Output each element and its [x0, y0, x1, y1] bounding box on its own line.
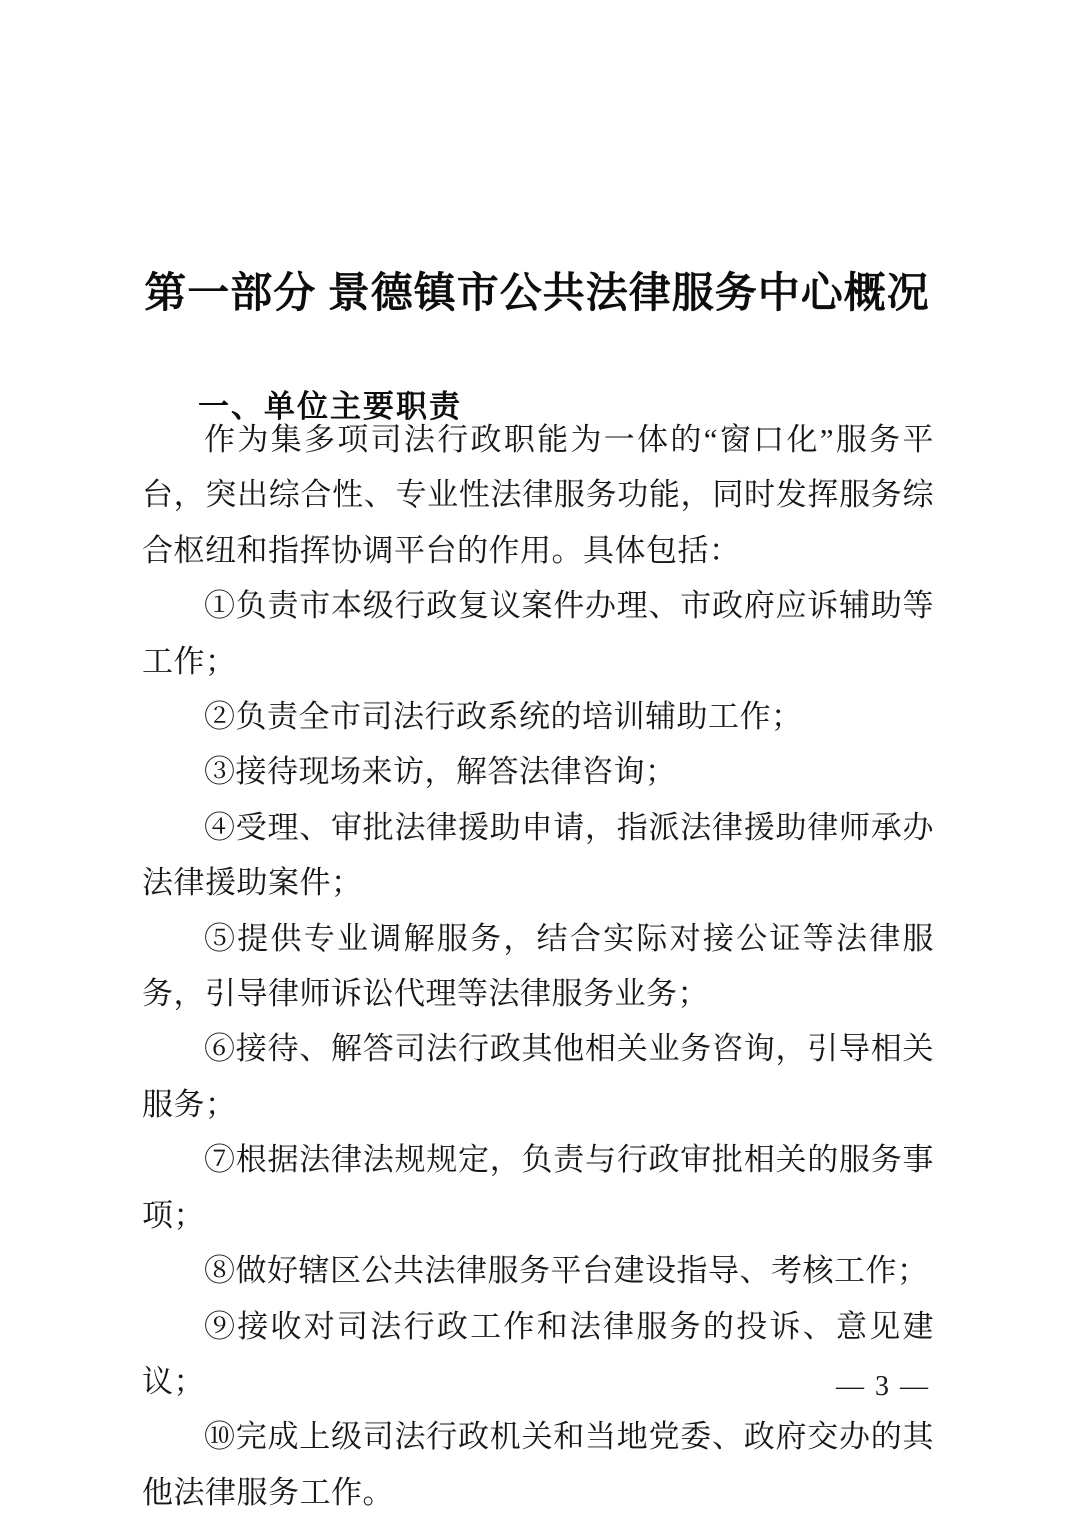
duty-item-1: ①负责市本级行政复议案件办理、市政府应诉辅助等工作；: [142, 588, 934, 679]
duty-item-8: ⑧做好辖区公共法律服务平台建设指导、考核工作；: [204, 1253, 929, 1289]
intro-paragraph: 作为集多项司法行政职能为一体的“窗口化”服务平台，突出综合性、专业性法律服务功能，同时发挥服务综合枢纽和指挥协调平台的作用。具体包括：: [142, 422, 934, 568]
duty-item-7: ⑦根据法律法规规定，负责与行政审批相关的服务事项；: [142, 1142, 934, 1233]
duty-item-5: ⑤提供专业调解服务，结合实际对接公证等法律服务，引导律师诉讼代理等法律服务业务；: [142, 920, 934, 1012]
section-heading: 一、单位主要职责: [198, 388, 462, 424]
duty-item-10: ⑩完成上级司法行政机关和当地党委、政府交办的其他法律服务工作。: [142, 1419, 934, 1510]
duties-list: [142, 578, 934, 1520]
document-title: 第一部分 景德镇市公共法律服务中心概况: [144, 271, 930, 318]
duty-item-3: ③接待现场来访，解答法律咨询；: [204, 754, 677, 790]
duty-item-2: ②负责全市司法行政系统的培训辅助工作；: [204, 699, 803, 735]
duty-item-6: ⑥接待、解答司法行政其他相关业务咨询，引导相关服务；: [142, 1031, 934, 1122]
duty-item-9: ⑨接收对司法行政工作和法律服务的投诉、意见建议；: [142, 1308, 934, 1399]
page-number: — 3 —: [836, 1371, 930, 1402]
section-content: [142, 412, 934, 1520]
duty-item-4: ④受理、审批法律援助申请，指派法律援助律师承办法律援助案件；: [142, 809, 934, 901]
